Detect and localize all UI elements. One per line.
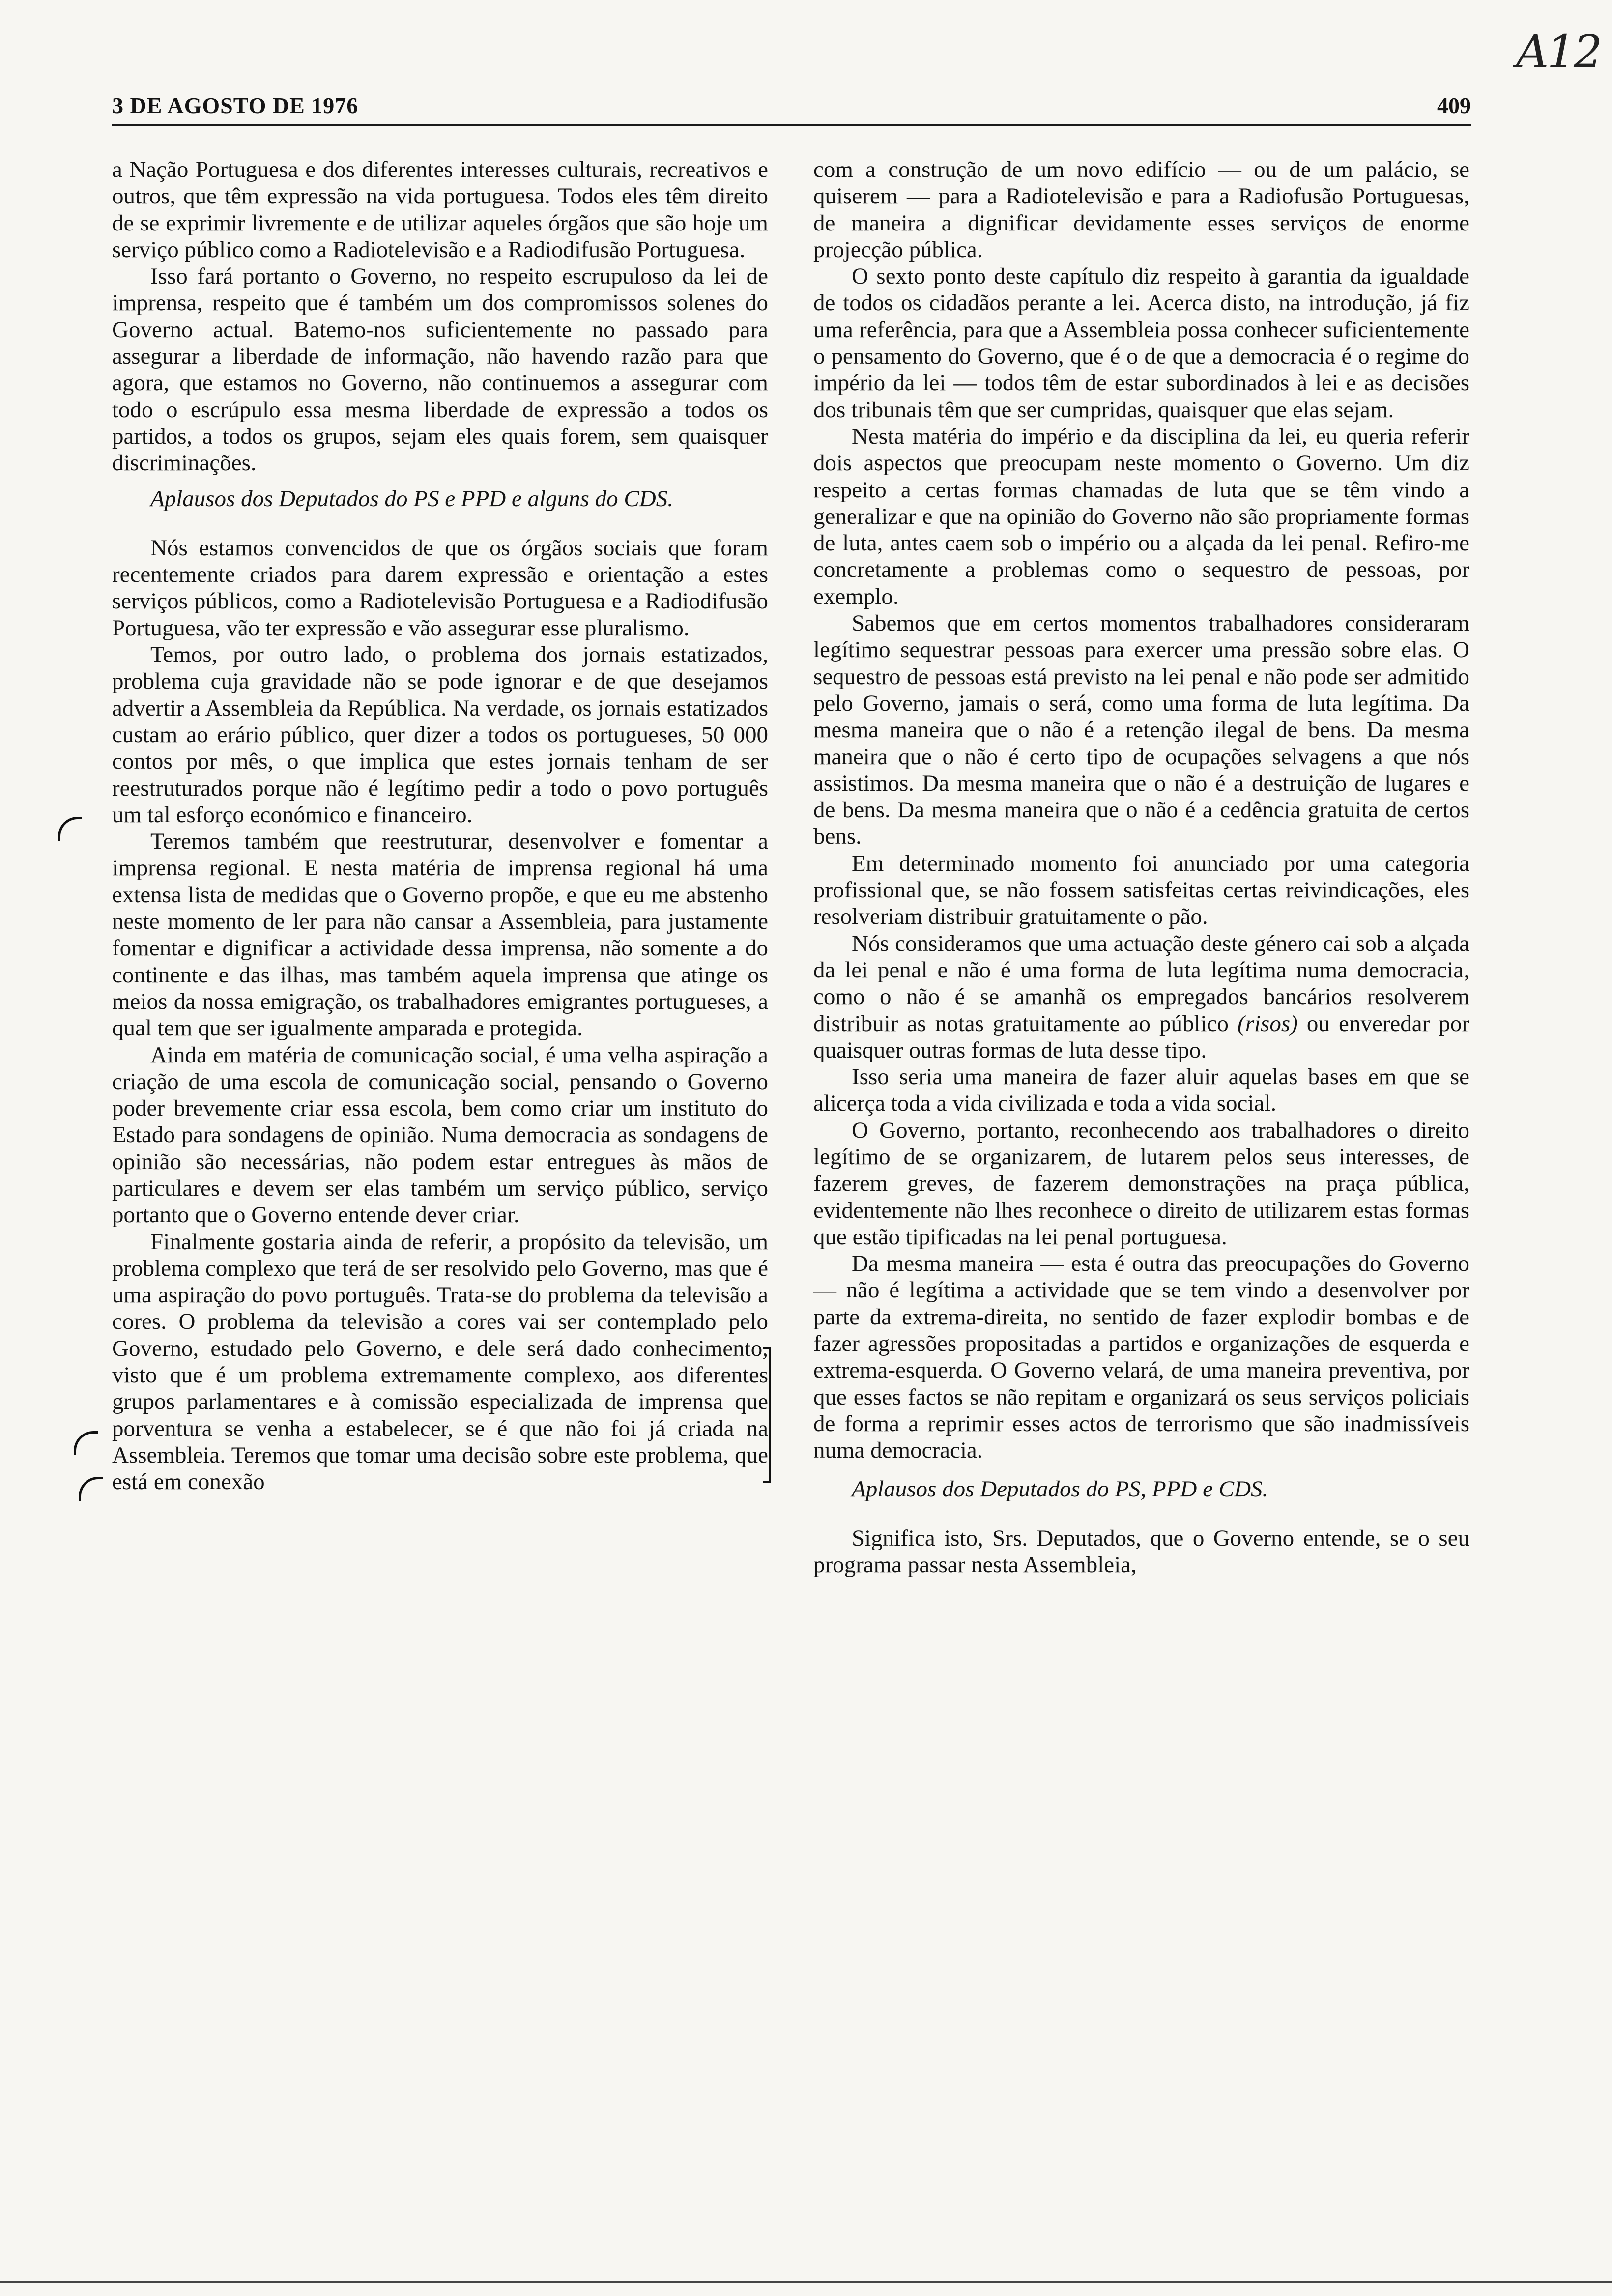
paragraph: Nesta matéria do império e da disciplina da lei, eu queria referir dois aspectos que preocupam neste momento o Governo. Um diz respeito a certas formas chamadas de luta que se têm vindo a generalizar e que na opinião do Governo não são propriamente formas de luta, antes caem sob o império ou a alçada da lei penal. Refiro-me concretamente a problemas como o sequestro de pessoas, por exemplo.: [813, 423, 1469, 609]
paragraph: Em determinado momento foi anunciado por uma categoria profissional que, se não fossem satisfeitas certas reivindicações, eles resolveriam distribuir gratuitamente o pão.: [813, 850, 1469, 930]
paragraph-text: ou enveredar por quaisquer outras formas de luta desse tipo.: [813, 1010, 1469, 1063]
applause-note: Aplausos dos Deputados do PS e PPD e alguns do CDS.: [150, 486, 673, 512]
handwritten-page-annotation: A12: [1516, 26, 1601, 78]
paragraph: Ainda em matéria de comunicação social, é uma velha aspiração a criação de uma escola de comunicação social, pensando o Governo poder brevemente criar essa escola, bem como criar um instituto do Estado para sondagens de opinião. Numa democracia as sondagens de opinião são necessárias, não podem estar entregues às mãos de particulares e devem ser elas também um serviço público, serviço portanto que o Governo entende dever criar.: [112, 1042, 768, 1228]
paragraph: Teremos também que reestruturar, desenvolver e fomentar a imprensa regional. E nesta matéria de imprensa regional há uma extensa lista de medidas que o Governo propõe, e que eu me abstenho neste momento de ler para não cansar a Assembleia, para justamente fomentar e dignificar a actividade dessa imprensa, não somente a do continente e das ilhas, mas também aquela imprensa que atinge os meios da nossa emigração, os trabalhadores emigrantes portugueses, a qual tem que ser igualmente amparada e protegida.: [112, 829, 768, 1041]
paragraph: Isso fará portanto o Governo, no respeito escrupuloso da lei de imprensa, respeito que é também um dos compromissos solenes do Governo actual. Batemo-nos suficientemente no passado para assegurar a liberdade de informação, não havendo razão para que agora, que estamos no Governo, não continuemos a assegurar com todo o escrúpulo essa mesma liberdade de expressão a todos os partidos, a todos os grupos, sejam eles quais forem, sem quaisquer discriminações.: [112, 263, 768, 476]
header-rule: [112, 124, 1471, 126]
margin-hand-mark: [58, 817, 82, 841]
page-bottom-edge: [0, 2281, 1612, 2283]
right-column: [813, 156, 1469, 1578]
paragraph: Sabemos que em certos momentos trabalhadores consideraram legítimo sequestrar pessoas para exercer uma pressão sobre elas. O sequestro de pessoas está previsto na lei penal e não pode ser admitido pelo Governo, jamais o será, como uma forma de luta legítima. Da mesma maneira que o não é a retenção ilegal de bens. Da mesma maneira que o não é certo tipo de ocupações selvagens a que nós assistimos. Da mesma maneira que o não é a destruição de lugares e de bens. Da mesma maneira que o não é a cedência gratuita de certos bens.: [813, 610, 1469, 850]
paragraph: Significa isto, Srs. Deputados, que o Governo entende, se o seu programa passar nesta Assembleia,: [813, 1525, 1469, 1578]
paragraph: Isso seria uma maneira de fazer aluir aquelas bases em que se alicerça toda a vida civilizada e toda a vida social.: [813, 1064, 1469, 1117]
paragraph: com a construção de um novo edifício — ou de um palácio, se quiserem — para a Radiotelevisão e para a Radiofusão Portuguesas, de maneira a dignificar devidamente esses serviços de enorme projecção pública.: [813, 157, 1469, 262]
page-header: [112, 92, 1471, 122]
laughter-aside: (risos): [1238, 1010, 1298, 1036]
margin-bracket-mark: [763, 1347, 771, 1483]
header-date: 3 DE AGOSTO DE 1976: [112, 93, 359, 118]
paragraph: O sexto ponto deste capítulo diz respeito à garantia da igualdade de todos os cidadãos perante a lei. Acerca disto, na introdução, já fiz uma referência, para que a Assembleia possa conhecer suficientemente o pensamento do Governo, que é o de que a democracia é o regime do império da lei — todos têm de estar subordinados à lei e as decisões dos tribunais têm que ser cumpridas, quaisquer que elas sejam.: [813, 263, 1469, 423]
paragraph: Nós estamos convencidos de que os órgãos sociais que foram recentemente criados para darem expressão e orientação a estes serviços públicos, como a Radiotelevisão Portuguesa e a Radiodifusão Portuguesa, vão ter expressão e vão assegurar esse pluralismo.: [112, 535, 768, 641]
paragraph: Finalmente gostaria ainda de referir, a propósito da televisão, um problema complexo que terá de ser resolvido pelo Governo, mas que é uma aspiração do povo português. Trata-se do problema da televisão a cores. O problema da televisão a cores vai ser contemplado pelo Governo, estudado pelo Governo, e dele será dado conhecimento, visto que é um problema extremamente complexo, aos diferentes grupos parlamentares e à comissão especializada de imprensa que porventura se venha a estabelecer, se é que não foi já criada na Assembleia. Teremos que tomar uma decisão sobre este problema, que está em conexão: [112, 1229, 768, 1495]
paragraph-text: Nós consideramos que uma actuação deste género cai sob a alçada da lei penal e não é uma forma de luta legítima numa democracia, como o não é se amanhã os empregados bancários resolverem distribuir as notas gratuitamente ao público: [813, 930, 1469, 1036]
paragraph: O Governo, portanto, reconhecendo aos trabalhadores o direito legítimo de se organizarem, de lutarem pelos seus interesses, de fazerem greves, de fazerem demonstrações na praça pública, evidentemente não lhes reconhece o direito de utilizarem estas formas que estão tipificadas na lei penal portuguesa.: [813, 1117, 1469, 1250]
left-column: [112, 156, 768, 1495]
page-number: 409: [1437, 93, 1471, 118]
paragraph: a Nação Portuguesa e dos diferentes interesses culturais, recreativos e outros, que têm expressão na vida portuguesa. Todos eles têm direito de se exprimir livremente e de utilizar aqueles órgãos que são hoje um serviço público como a Radiotelevisão e a Radiodifusão Portuguesa.: [112, 157, 768, 262]
paragraph: Temos, por outro lado, o problema dos jornais estatizados, problema cuja gravidade não se pode ignorar e de que desejamos advertir a Assembleia da República. Na verdade, os jornais estatizados custam ao erário público, quer dizer a todos os portugueses, 50 000 contos por mês, o que implica que estes jornais tenham de ser reestruturados porque não é legítimo pedir a todo o povo português um tal esforço económico e financeiro.: [112, 642, 768, 828]
margin-hand-mark: [79, 1477, 103, 1501]
margin-hand-mark: [74, 1431, 98, 1455]
paragraph: Da mesma maneira — esta é outra das preocupações do Governo — não é legítima a actividade que se tem vindo a desenvolver por parte da extrema-direita, no sentido de fazer explodir bombas e de fazer agressões propositadas a partidos e organizações de esquerda e extrema-esquerda. O Governo velará, de uma maneira preventiva, por que esses factos se não repitam e organizará os seus serviços policiais de forma a reprimir esses actos de terrorismo que são inadmissíveis numa democracia.: [813, 1251, 1469, 1464]
applause-note: Aplausos dos Deputados do PS, PPD e CDS.: [852, 1476, 1268, 1502]
paragraph: [813, 930, 1469, 1063]
